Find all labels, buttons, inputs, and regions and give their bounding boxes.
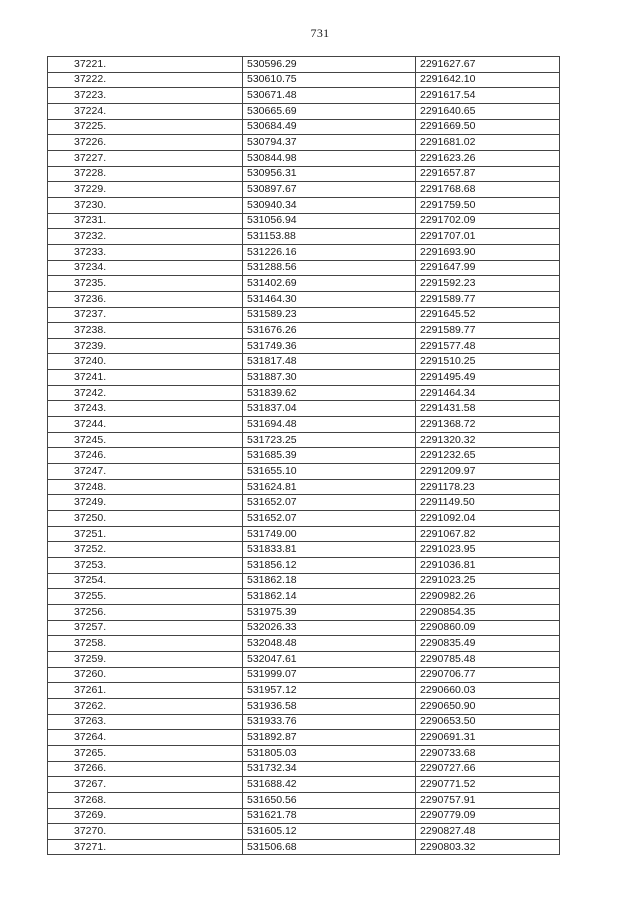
y-coordinate-cell: 2290827.48 <box>416 824 560 840</box>
y-coordinate-cell: 2291768.68 <box>416 182 560 198</box>
table-row <box>48 119 560 135</box>
x-coordinate-cell: 531652.07 <box>243 511 416 527</box>
point-number-cell: 37270. <box>48 824 243 840</box>
point-number-cell: 37221. <box>48 57 243 73</box>
table-row <box>48 698 560 714</box>
table-row <box>48 276 560 292</box>
point-number-cell: 37269. <box>48 808 243 824</box>
y-coordinate-cell: 2291681.02 <box>416 135 560 151</box>
x-coordinate-cell: 532047.61 <box>243 651 416 667</box>
table-row <box>48 573 560 589</box>
y-coordinate-cell: 2291693.90 <box>416 244 560 260</box>
y-coordinate-cell: 2291592.23 <box>416 276 560 292</box>
y-coordinate-cell: 2291589.77 <box>416 323 560 339</box>
point-number-cell: 37235. <box>48 276 243 292</box>
table-row <box>48 244 560 260</box>
x-coordinate-cell: 531862.14 <box>243 589 416 605</box>
y-coordinate-cell: 2291510.25 <box>416 354 560 370</box>
table-row <box>48 792 560 808</box>
x-coordinate-cell: 530940.34 <box>243 197 416 213</box>
point-number-cell: 37237. <box>48 307 243 323</box>
page-number: 731 <box>310 26 330 40</box>
y-coordinate-cell: 2291577.48 <box>416 338 560 354</box>
table-row <box>48 307 560 323</box>
point-number-cell: 37224. <box>48 103 243 119</box>
table-row <box>48 338 560 354</box>
point-number-cell: 37248. <box>48 479 243 495</box>
y-coordinate-cell: 2291640.65 <box>416 103 560 119</box>
y-coordinate-cell: 2291627.67 <box>416 57 560 73</box>
table-row <box>48 683 560 699</box>
y-coordinate-cell: 2291178.23 <box>416 479 560 495</box>
table-row <box>48 620 560 636</box>
table-row <box>48 385 560 401</box>
table-row <box>48 808 560 824</box>
table-row <box>48 229 560 245</box>
point-number-cell: 37258. <box>48 636 243 652</box>
y-coordinate-cell: 2291645.52 <box>416 307 560 323</box>
x-coordinate-cell: 531153.88 <box>243 229 416 245</box>
y-coordinate-cell: 2290785.48 <box>416 651 560 667</box>
point-number-cell: 37271. <box>48 839 243 855</box>
table-row <box>48 824 560 840</box>
table-row <box>48 213 560 229</box>
point-number-cell: 37241. <box>48 370 243 386</box>
x-coordinate-cell: 531933.76 <box>243 714 416 730</box>
x-coordinate-cell: 531624.81 <box>243 479 416 495</box>
y-coordinate-cell: 2291431.58 <box>416 401 560 417</box>
point-number-cell: 37254. <box>48 573 243 589</box>
x-coordinate-cell: 531652.07 <box>243 495 416 511</box>
y-coordinate-cell: 2291759.50 <box>416 197 560 213</box>
x-coordinate-cell: 531839.62 <box>243 385 416 401</box>
point-number-cell: 37229. <box>48 182 243 198</box>
table-row <box>48 182 560 198</box>
table-row <box>48 761 560 777</box>
y-coordinate-cell: 2290779.09 <box>416 808 560 824</box>
y-coordinate-cell: 2290727.66 <box>416 761 560 777</box>
point-number-cell: 37268. <box>48 792 243 808</box>
point-number-cell: 37264. <box>48 730 243 746</box>
x-coordinate-cell: 531892.87 <box>243 730 416 746</box>
point-number-cell: 37226. <box>48 135 243 151</box>
x-coordinate-cell: 531402.69 <box>243 276 416 292</box>
table-row <box>48 401 560 417</box>
point-number-cell: 37266. <box>48 761 243 777</box>
x-coordinate-cell: 532026.33 <box>243 620 416 636</box>
point-number-cell: 37231. <box>48 213 243 229</box>
point-number-cell: 37263. <box>48 714 243 730</box>
point-number-cell: 37262. <box>48 698 243 714</box>
x-coordinate-cell: 530596.29 <box>243 57 416 73</box>
x-coordinate-cell: 531817.48 <box>243 354 416 370</box>
x-coordinate-cell: 531805.03 <box>243 745 416 761</box>
x-coordinate-cell: 531887.30 <box>243 370 416 386</box>
y-coordinate-cell: 2291623.26 <box>416 150 560 166</box>
table-row <box>48 730 560 746</box>
x-coordinate-cell: 531621.78 <box>243 808 416 824</box>
table-row <box>48 166 560 182</box>
point-number-cell: 37267. <box>48 777 243 793</box>
x-coordinate-cell: 531957.12 <box>243 683 416 699</box>
y-coordinate-cell: 2290691.31 <box>416 730 560 746</box>
x-coordinate-cell: 531655.10 <box>243 464 416 480</box>
x-coordinate-cell: 531056.94 <box>243 213 416 229</box>
y-coordinate-cell: 2290757.91 <box>416 792 560 808</box>
y-coordinate-cell: 2291209.97 <box>416 464 560 480</box>
y-coordinate-cell: 2290653.50 <box>416 714 560 730</box>
table-row <box>48 370 560 386</box>
table-row <box>48 526 560 542</box>
y-coordinate-cell: 2290650.90 <box>416 698 560 714</box>
y-coordinate-cell: 2291149.50 <box>416 495 560 511</box>
x-coordinate-cell: 531833.81 <box>243 542 416 558</box>
table-row <box>48 464 560 480</box>
table-row <box>48 88 560 104</box>
table-row <box>48 135 560 151</box>
table-row <box>48 604 560 620</box>
y-coordinate-cell: 2291368.72 <box>416 417 560 433</box>
table-row <box>48 558 560 574</box>
table-row <box>48 636 560 652</box>
y-coordinate-cell: 2290733.68 <box>416 745 560 761</box>
x-coordinate-cell: 531837.04 <box>243 401 416 417</box>
table-row <box>48 667 560 683</box>
y-coordinate-cell: 2291464.34 <box>416 385 560 401</box>
point-number-cell: 37232. <box>48 229 243 245</box>
point-number-cell: 37244. <box>48 417 243 433</box>
x-coordinate-cell: 531288.56 <box>243 260 416 276</box>
table-row <box>48 479 560 495</box>
table-row <box>48 714 560 730</box>
table-row <box>48 495 560 511</box>
point-number-cell: 37265. <box>48 745 243 761</box>
y-coordinate-cell: 2291320.32 <box>416 432 560 448</box>
point-number-cell: 37234. <box>48 260 243 276</box>
x-coordinate-cell: 531688.42 <box>243 777 416 793</box>
point-number-cell: 37259. <box>48 651 243 667</box>
point-number-cell: 37256. <box>48 604 243 620</box>
point-number-cell: 37225. <box>48 119 243 135</box>
table-row <box>48 103 560 119</box>
table-row <box>48 57 560 73</box>
point-number-cell: 37247. <box>48 464 243 480</box>
table-row <box>48 291 560 307</box>
point-number-cell: 37223. <box>48 88 243 104</box>
table-row <box>48 839 560 855</box>
point-number-cell: 37227. <box>48 150 243 166</box>
x-coordinate-cell: 531862.18 <box>243 573 416 589</box>
table-row <box>48 260 560 276</box>
x-coordinate-cell: 530844.98 <box>243 150 416 166</box>
x-coordinate-cell: 531999.07 <box>243 667 416 683</box>
x-coordinate-cell: 531749.00 <box>243 526 416 542</box>
x-coordinate-cell: 531605.12 <box>243 824 416 840</box>
table-row <box>48 354 560 370</box>
y-coordinate-cell: 2291232.65 <box>416 448 560 464</box>
x-coordinate-cell: 530794.37 <box>243 135 416 151</box>
x-coordinate-cell: 531694.48 <box>243 417 416 433</box>
point-number-cell: 37222. <box>48 72 243 88</box>
table-row <box>48 448 560 464</box>
point-number-cell: 37260. <box>48 667 243 683</box>
point-number-cell: 37255. <box>48 589 243 605</box>
y-coordinate-cell: 2290860.09 <box>416 620 560 636</box>
coordinates-table-body <box>48 57 560 855</box>
y-coordinate-cell: 2291647.99 <box>416 260 560 276</box>
x-coordinate-cell: 531856.12 <box>243 558 416 574</box>
point-number-cell: 37240. <box>48 354 243 370</box>
table-row <box>48 511 560 527</box>
table-row <box>48 197 560 213</box>
x-coordinate-cell: 531749.36 <box>243 338 416 354</box>
y-coordinate-cell: 2290854.35 <box>416 604 560 620</box>
point-number-cell: 37243. <box>48 401 243 417</box>
y-coordinate-cell: 2291702.09 <box>416 213 560 229</box>
table-row <box>48 323 560 339</box>
y-coordinate-cell: 2290706.77 <box>416 667 560 683</box>
y-coordinate-cell: 2290660.03 <box>416 683 560 699</box>
point-number-cell: 37250. <box>48 511 243 527</box>
y-coordinate-cell: 2291589.77 <box>416 291 560 307</box>
table-row <box>48 777 560 793</box>
x-coordinate-cell: 530610.75 <box>243 72 416 88</box>
y-coordinate-cell: 2291023.25 <box>416 573 560 589</box>
y-coordinate-cell: 2291617.54 <box>416 88 560 104</box>
y-coordinate-cell: 2291067.82 <box>416 526 560 542</box>
x-coordinate-cell: 530897.67 <box>243 182 416 198</box>
y-coordinate-cell: 2291657.87 <box>416 166 560 182</box>
point-number-cell: 37261. <box>48 683 243 699</box>
table-row <box>48 72 560 88</box>
y-coordinate-cell: 2291642.10 <box>416 72 560 88</box>
y-coordinate-cell: 2291092.04 <box>416 511 560 527</box>
point-number-cell: 37251. <box>48 526 243 542</box>
x-coordinate-cell: 532048.48 <box>243 636 416 652</box>
point-number-cell: 37253. <box>48 558 243 574</box>
point-number-cell: 37233. <box>48 244 243 260</box>
point-number-cell: 37249. <box>48 495 243 511</box>
x-coordinate-cell: 531226.16 <box>243 244 416 260</box>
x-coordinate-cell: 531685.39 <box>243 448 416 464</box>
x-coordinate-cell: 531464.30 <box>243 291 416 307</box>
y-coordinate-cell: 2290982.26 <box>416 589 560 605</box>
y-coordinate-cell: 2290803.32 <box>416 839 560 855</box>
x-coordinate-cell: 531732.34 <box>243 761 416 777</box>
x-coordinate-cell: 531936.58 <box>243 698 416 714</box>
y-coordinate-cell: 2290771.52 <box>416 777 560 793</box>
point-number-cell: 37257. <box>48 620 243 636</box>
y-coordinate-cell: 2291036.81 <box>416 558 560 574</box>
x-coordinate-cell: 531589.23 <box>243 307 416 323</box>
y-coordinate-cell: 2290835.49 <box>416 636 560 652</box>
table-row <box>48 542 560 558</box>
point-number-cell: 37228. <box>48 166 243 182</box>
point-number-cell: 37239. <box>48 338 243 354</box>
x-coordinate-cell: 531506.68 <box>243 839 416 855</box>
table-row <box>48 432 560 448</box>
x-coordinate-cell: 530956.31 <box>243 166 416 182</box>
table-row <box>48 417 560 433</box>
point-number-cell: 37236. <box>48 291 243 307</box>
table-row <box>48 150 560 166</box>
coordinates-table <box>47 56 560 855</box>
y-coordinate-cell: 2291707.01 <box>416 229 560 245</box>
x-coordinate-cell: 531650.56 <box>243 792 416 808</box>
y-coordinate-cell: 2291495.49 <box>416 370 560 386</box>
x-coordinate-cell: 530671.48 <box>243 88 416 104</box>
point-number-cell: 37230. <box>48 197 243 213</box>
x-coordinate-cell: 531975.39 <box>243 604 416 620</box>
point-number-cell: 37242. <box>48 385 243 401</box>
point-number-cell: 37238. <box>48 323 243 339</box>
point-number-cell: 37245. <box>48 432 243 448</box>
table-row <box>48 589 560 605</box>
point-number-cell: 37252. <box>48 542 243 558</box>
point-number-cell: 37246. <box>48 448 243 464</box>
x-coordinate-cell: 530684.49 <box>243 119 416 135</box>
y-coordinate-cell: 2291669.50 <box>416 119 560 135</box>
table-row <box>48 745 560 761</box>
y-coordinate-cell: 2291023.95 <box>416 542 560 558</box>
x-coordinate-cell: 531676.26 <box>243 323 416 339</box>
x-coordinate-cell: 530665.69 <box>243 103 416 119</box>
x-coordinate-cell: 531723.25 <box>243 432 416 448</box>
table-row <box>48 651 560 667</box>
